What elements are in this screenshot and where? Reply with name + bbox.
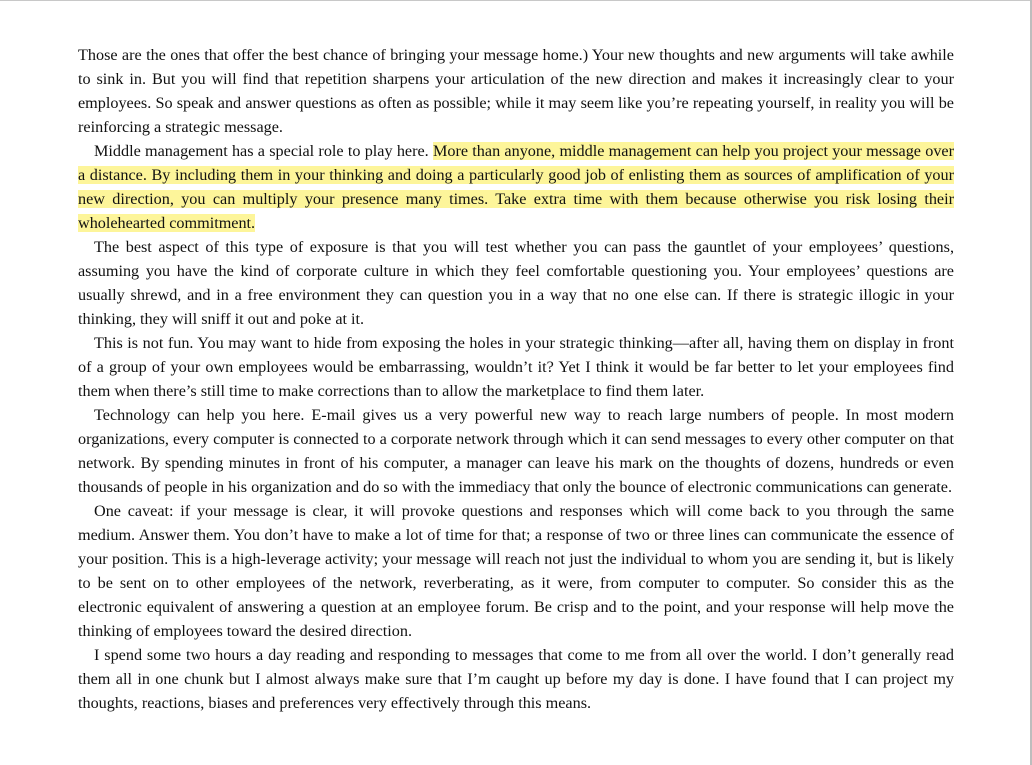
paragraph-exposure: The best aspect of this type of exposure is that you will test whether you can pass the gauntlet of your employees’ questions, assuming you have the kind of corporate culture in which they feel comfortable questioning you. Your employees’ questions are usually shrewd, and in a free environment they can question you in a way that no one else can. If there is strategic illogic in your thinking, they will sniff it out and poke at it. <box>78 238 954 328</box>
paragraph-caveat: One caveat: if your message is clear, it will provoke questions and responses which will come back to you through the same medium. Answer them. You don’t have to make a lot of time for that; a response of two or three lines can communicate the essence of your position. This is a high-leverage activity; your message will reach not just the individual to whom you are sending it, but is likely to be sent on to other employees of the network, reverberating, as it were, from computer to computer. So consider this as the electronic equivalent of answering a question at an employee forum. Be crisp and to the point, and your response will help move the thinking of employees toward the desired direction. <box>78 502 954 640</box>
paragraph-text: Middle management has a special role to play here. <box>94 142 433 160</box>
paragraph-not-fun: This is not fun. You may want to hide from exposing the holes in your strategic thinking—after all, having them on display in front of a group of your own employees would be embarrassing, wouldn’t it? Yet I think it would be far better to let your employees find them when there’s still time to make corrections than to allow the marketplace to find them later. <box>78 334 954 400</box>
paragraph-middle-management <box>78 139 954 235</box>
text-highlight[interactable]: More than anyone, middle management can help you project your message over a distance. By including them in your thinking and doing a particularly good job of enlisting them as sources of amplification of your new direction, you can multiply your presence many times. Take extra time with them because otherwise you risk losing their wholehearted commitment. <box>78 142 954 232</box>
paragraph-technology: Technology can help you here. E-mail gives us a very powerful new way to reach large numbers of people. In most modern organizations, every computer is connected to a corporate network through which it can send messages to every other computer on that network. By spending minutes in front of his computer, a manager can leave his mark on the thoughts of dozens, hundreds or even thousands of people in his organization and do so with the immediacy that only the bounce of electronic communications can generate. <box>78 406 954 496</box>
page-top-border <box>0 0 1032 1</box>
paragraph-continued: Those are the ones that offer the best chance of bringing your message home.) Your new thoughts and new arguments will take awhile to sink in. But you will find that repetition sharpens your articulation of the new direction and makes it increasingly clear to your employees. So speak and answer questions as often as possible; while it may seem like you’re repeating yourself, in reality you will be reinforcing a strategic message. <box>78 46 954 136</box>
paragraph-two-hours: I spend some two hours a day reading and responding to messages that come to me from all over the world. I don’t generally read them all in one chunk but I almost always make sure that I’m caught up before my day is done. I have found that I can project my thoughts, reactions, biases and preferences very effectively through this means. <box>78 646 954 712</box>
document-page <box>78 43 954 715</box>
